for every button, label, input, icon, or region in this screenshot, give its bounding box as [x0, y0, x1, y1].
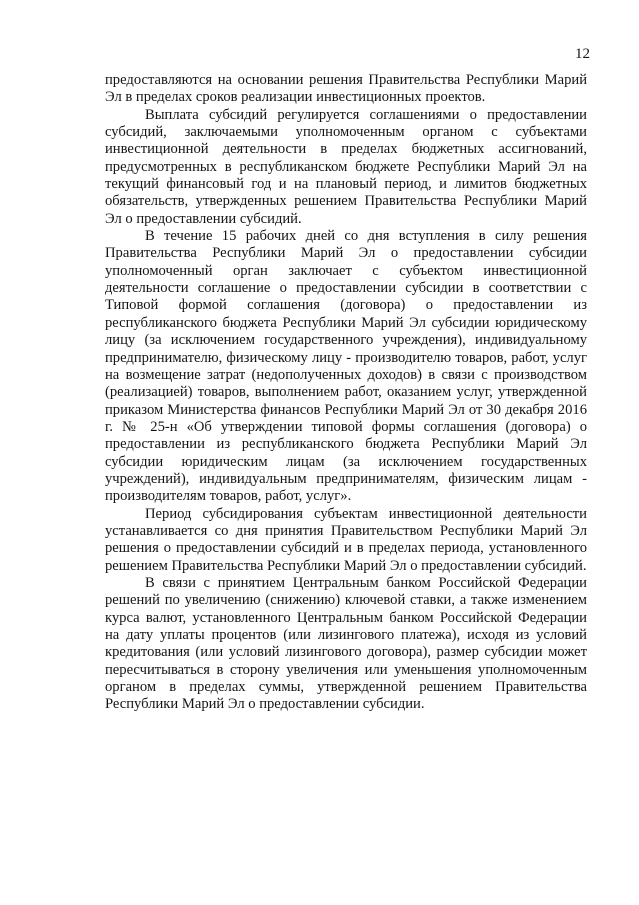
paragraph-subsidy-payment: Выплата субсидий регулируется соглашениями о предоставлении субсидий, заключаемыми уполномоченным органом с субъектами инвестиционной деятельности в пределах бюджетных ассигнований, предусмотренных в республиканском бюджете Республики Марий Эл на текущий финансовый год и на плановый период, и лимитов бюджетных обязательств, утвержденных решением Правительства Республики Марий Эл о предоставлении субсидий. — [105, 106, 587, 227]
paragraph-continuation: предоставляются на основании решения Правительства Республики Марий Эл в пределах сроков реализации инвестиционных проектов. — [105, 72, 587, 106]
page-number: 12 — [575, 46, 590, 62]
paragraph-subsidy-period: Период субсидирования субъектам инвестиционной деятельности устанавливается со дня принятия Правительством Республики Марий Эл решения о предоставлении субсидий и в пределах периода, установленного решением Правительства Республики Марий Эл о предоставлении субсидий. — [105, 505, 587, 574]
paragraph-recalculation: В связи с принятием Центральным банком Российской Федерации решений по увеличению (снижению) ключевой ставки, а также изменением курса валют, установленного Центральным банком Российской Федерации на дату уплаты процентов (или лизингового платежа), исходя из условий кредитования (или условий лизингового договора), размер субсидии может пересчитываться в сторону увеличения или уменьшения уполномоченным органом в пределах суммы, утвержденной решением Правительства Республики Марий Эл о предоставлении субсидии. — [105, 574, 587, 713]
paragraph-agreement-term: В течение 15 рабочих дней со дня вступления в силу решения Правительства Республики Марий Эл о предоставлении субсидии уполномоченный орган заключает с субъектом инвестиционной деятельности соглашение о предоставлении субсидии в соответствии с Типовой формой соглашения (договора) о предоставлении из республиканского бюджета Республики Марий Эл субсидии юридическому лицу (за исключением государственного учреждения), индивидуальному предпринимателю, физическому лицу - производителю товаров, работ, услуг на возмещение затрат (недополученных доходов) в связи с производством (реализацией) товаров, выполнением работ, оказанием услуг, утвержденной приказом Министерства финансов Республики Марий Эл от 30 декабря 2016 г. № 25-н «Об утверждении типовой формы соглашения (договора) о предоставлении из республиканского бюджета Республики Марий Эл субсидии юридическим лицам (за исключением государственных учреждений), индивидуальным предпринимателям, физическим лицам - производителям товаров, работ, услуг». — [105, 228, 587, 505]
document-body — [105, 72, 587, 714]
